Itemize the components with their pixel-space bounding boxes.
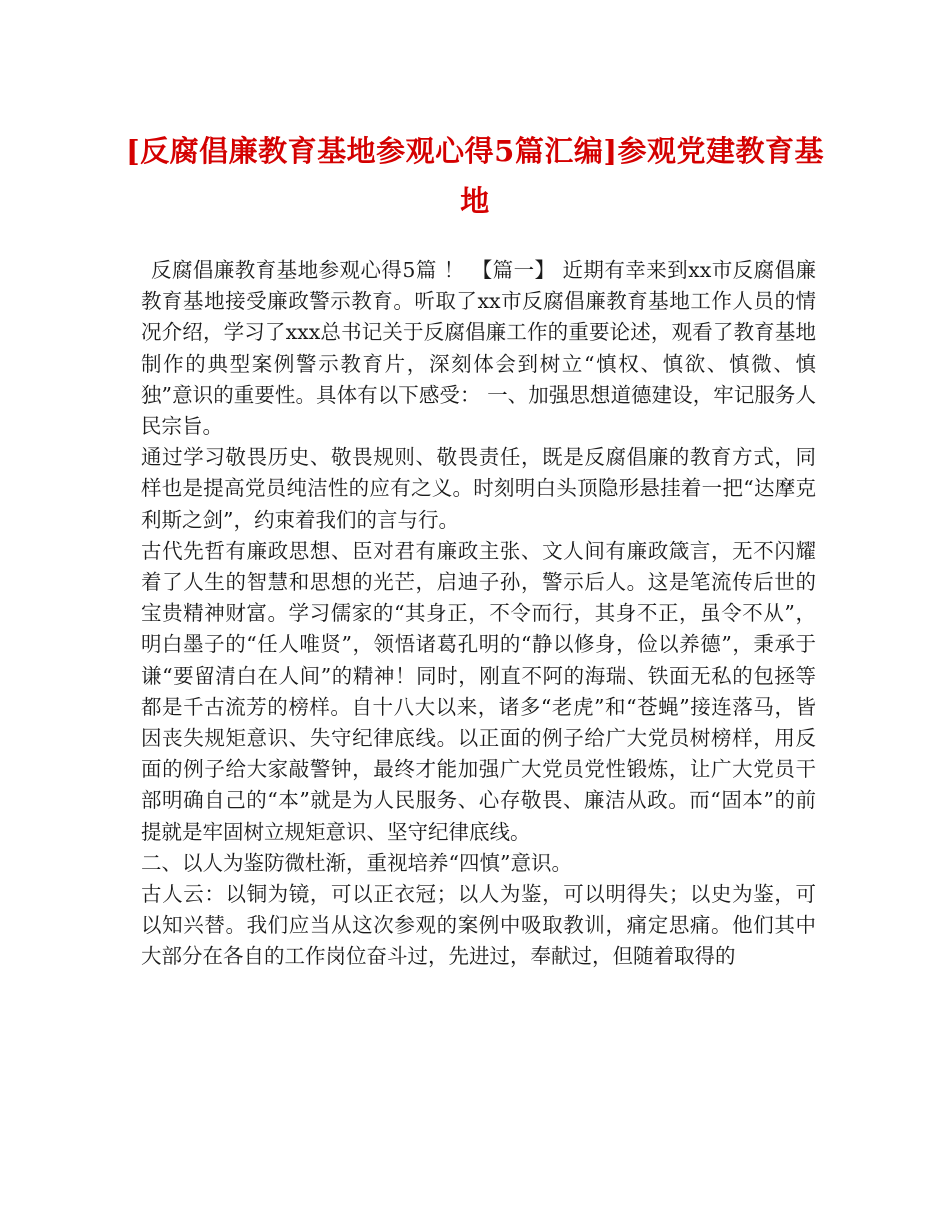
document-title: [反腐倡廉教育基地参观心得5篇汇编]参观党建教育基地 xyxy=(125,134,825,218)
paragraph-ancient-sages: 古代先哲有廉政思想、臣对君有廉政主张、文人间有廉政箴言，无不闪耀着了人生的智慧和思想的光芒，启迪子孙，警示后人。这是笔流传后世的宝贵精神财富。学习儒家的“其身正，不令而行，其身不正，虽令不从”，明白墨子的“任人唯贤”，领悟诸葛孔明的“静以修身，俭以养德”，秉承于谦“要留清白在人间”的精神！同时，刚直不阿的海瑞、铁面无私的包拯等都是千古流芳的榜样。自十八大以来，诸多“老虎”和“苍蝇”接连落马，皆因丧失规矩意识、失守纪律底线。以正面的例子给广大党员树榜样，用反面的例子给大家敲警钟，最终才能加强广大党员党性锻炼，让广大党员干部明确自己的“本”就是为人民服务、心存敬畏、廉洁从政。而“固本”的前提就是牢固树立规矩意识、坚守纪律底线。 xyxy=(141,538,816,844)
document-body xyxy=(141,255,816,973)
paragraph-awe: 通过学习敬畏历史、敬畏规则、敬畏责任，既是反腐倡廉的教育方式，同样也是提高党员纯洁性的应有之义。时刻明白头顶隐形悬挂着一把“达摩克利斯之剑”，约束着我们的言与行。 xyxy=(141,445,816,532)
paragraph-intro: 反腐倡廉教育基地参观心得5篇 ！ 【篇一】 近期有幸来到xx市反腐倡廉教育基地接受廉政警示教育。听取了xx市反腐倡廉教育基地工作人员的情况介绍，学习了xxx总书记关于反腐倡廉工作的重要论述，观看了教育基地制作的典型案例警示教育片，深刻体会到树立“慎权、慎欲、慎微、慎独”意识的重要性。具体有以下感受： 一、加强思想道德建设，牢记服务人民宗旨。 xyxy=(141,258,816,439)
section-heading-two: 二、以人为鉴防微杜渐，重视培养“四慎”意识。 xyxy=(141,850,572,875)
paragraph-mirror: 古人云：以铜为镜，可以正衣冠；以人为鉴，可以明得失；以史为鉴，可以知兴替。我们应当从这次参观的案例中吸取教训，痛定思痛。他们其中大部分在各自的工作岗位奋斗过，先进过，奉献过，但随着取得的 xyxy=(141,882,816,969)
